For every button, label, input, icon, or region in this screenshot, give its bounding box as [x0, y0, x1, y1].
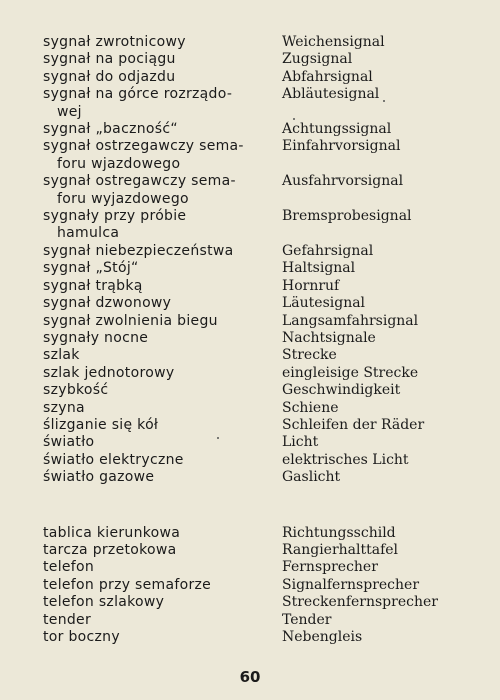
german-term: Abläutesignal — [282, 86, 380, 103]
german-term: Abfahrsignal — [282, 68, 373, 85]
german-term: Zugsignal — [282, 51, 353, 68]
german-term-continuation — [282, 191, 482, 208]
page-number: 60 — [239, 668, 261, 686]
polish-term: sygnały przy próbie — [43, 208, 187, 225]
german-term: Schleifen der Räder — [282, 416, 425, 433]
polish-term: sygnał „baczność“ — [43, 121, 178, 138]
polish-term: tablica kierunkowa — [43, 524, 181, 541]
polish-term-continuation: foru wjazdowego — [57, 155, 181, 172]
polish-term-continuation: foru wyjazdowego — [57, 190, 189, 207]
german-term: Hornruf — [282, 277, 340, 294]
print-speck — [293, 118, 295, 120]
polish-term: telefon — [43, 559, 95, 576]
german-term: Weichensignal — [282, 34, 385, 50]
german-term: Läutesignal — [282, 295, 366, 312]
polish-term-continuation: wej — [57, 103, 82, 120]
polish-column — [43, 34, 265, 646]
section-gap — [282, 487, 482, 525]
polish-term: sygnał zwrotnicowy — [43, 34, 186, 50]
polish-term: sygnał dzwonowy — [43, 295, 172, 312]
polish-term: tarcza przetokowa — [43, 541, 177, 558]
german-term: eingleisige Strecke — [282, 364, 419, 381]
polish-term: sygnał ostrzegawczy sema- — [43, 138, 244, 155]
polish-term: szlak jednotorowy — [43, 364, 175, 381]
german-term: Langsamfahrsignal — [282, 312, 419, 329]
german-term: Signalfernsprecher — [282, 576, 420, 593]
polish-term: sygnał na pociągu — [43, 51, 176, 68]
german-term: Einfahrvorsignal — [282, 138, 401, 155]
german-term: Richtungsschild — [282, 524, 396, 541]
print-speck — [217, 437, 219, 439]
polish-term: tor boczny — [43, 629, 120, 645]
polish-term-continuation: hamulca — [57, 225, 120, 242]
polish-term: ślizganie się kół — [43, 416, 159, 433]
polish-term: sygnał „Stój“ — [43, 260, 139, 277]
polish-term: szlak — [43, 347, 80, 364]
german-term-continuation — [282, 104, 482, 121]
german-term: Tender — [282, 611, 332, 628]
german-term: Nebengleis — [282, 629, 363, 645]
german-column — [282, 34, 482, 646]
german-term-continuation — [282, 156, 482, 173]
german-term: Gefahrsignal — [282, 242, 374, 259]
german-term: Strecke — [282, 347, 337, 364]
polish-term: telefon szlakowy — [43, 594, 165, 611]
german-term-continuation — [282, 225, 482, 242]
print-speck — [383, 100, 385, 102]
polish-term: telefon przy semaforze — [43, 576, 212, 593]
german-term: Ausfahrvorsignal — [282, 173, 404, 190]
polish-term: szyna — [43, 399, 85, 416]
german-term: Geschwindigkeit — [282, 382, 401, 399]
polish-term: sygnał ostregawczy sema- — [43, 173, 236, 190]
german-term: Licht — [282, 434, 319, 451]
german-term: Haltsignal — [282, 260, 356, 277]
section-gap — [43, 487, 265, 525]
german-term: Schiene — [282, 399, 339, 416]
german-term: Rangierhalttafel — [282, 541, 399, 558]
german-term: Gaslicht — [282, 469, 341, 486]
polish-term: sygnał do odjazdu — [43, 68, 176, 85]
polish-term: światło elektryczne — [43, 451, 184, 468]
polish-term: sygnał zwolnienia biegu — [43, 312, 218, 329]
polish-term: sygnał niebezpieczeństwa — [43, 242, 234, 259]
polish-term: światło — [43, 434, 95, 451]
german-term: Streckenfernsprecher — [282, 594, 438, 611]
german-term: Bremsprobesignal — [282, 208, 412, 225]
polish-term: sygnał trąbką — [43, 277, 143, 294]
german-term: Fernsprecher — [282, 559, 378, 576]
polish-term: sygnały nocne — [43, 329, 149, 346]
german-term: Nachtsignale — [282, 329, 376, 346]
polish-term: sygnał na górce rozrządo- — [43, 86, 233, 103]
german-term: Achtungssignal — [282, 121, 392, 138]
german-term: elektrisches Licht — [282, 451, 409, 468]
polish-term: szybkość — [43, 382, 109, 399]
polish-term: tender — [43, 611, 92, 628]
polish-term: światło gazowe — [43, 469, 155, 486]
